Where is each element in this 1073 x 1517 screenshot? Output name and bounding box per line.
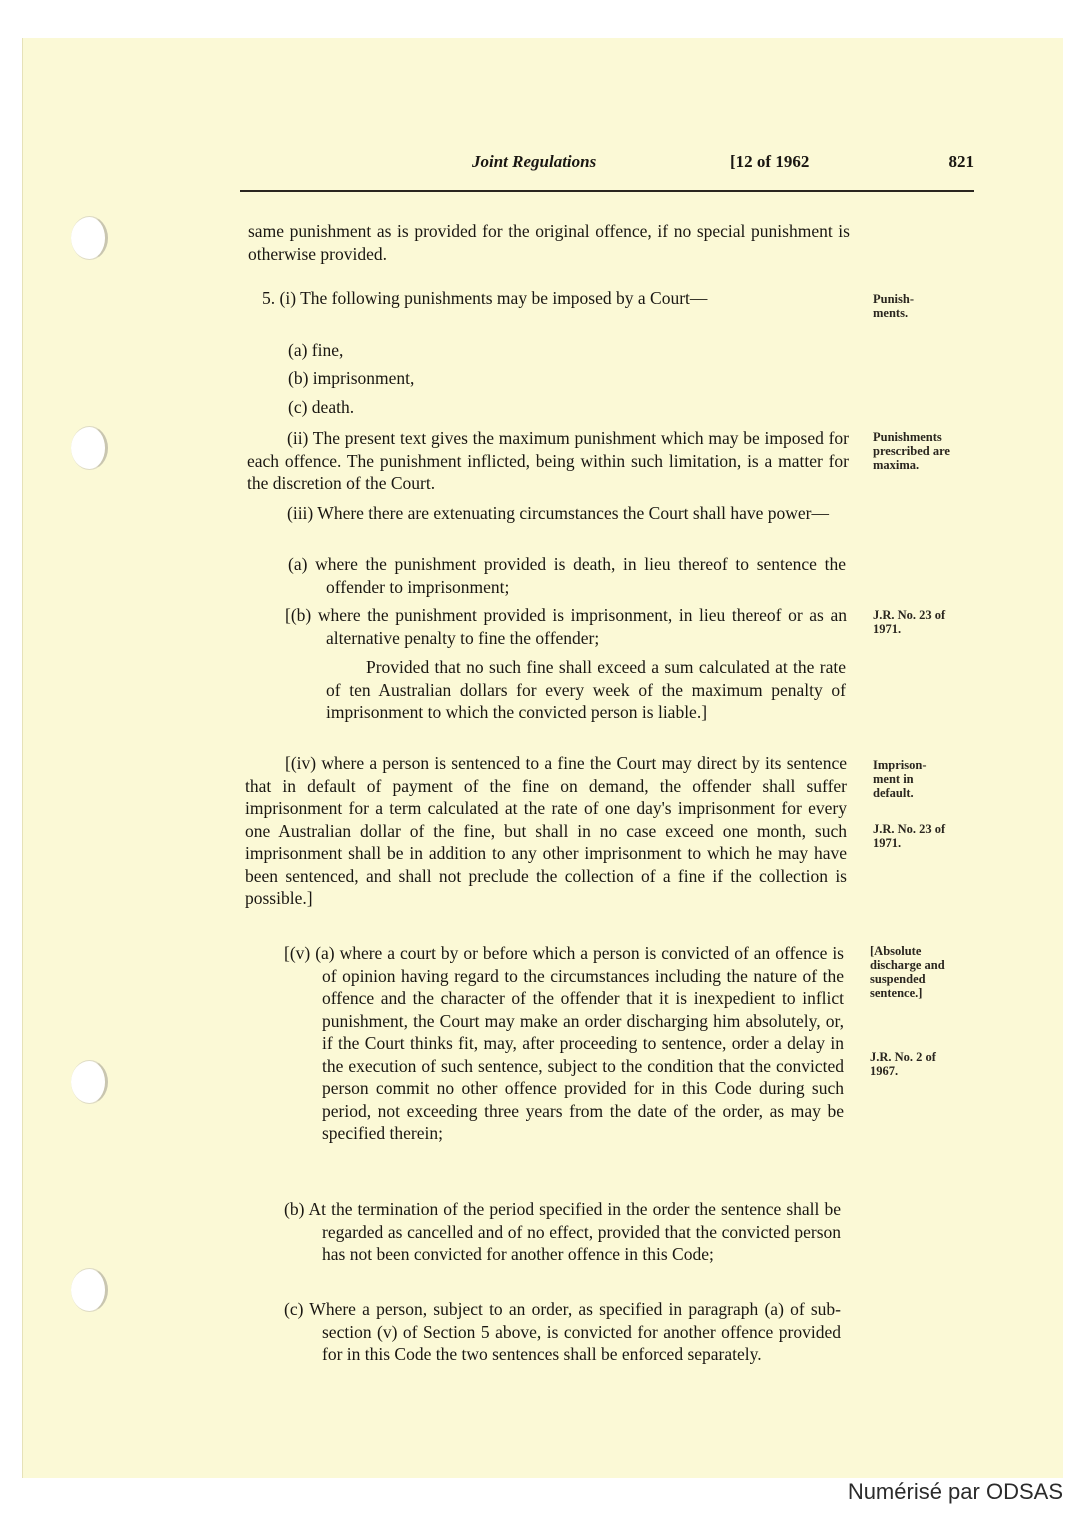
- running-header: [240, 152, 974, 178]
- header-rule: [240, 190, 974, 192]
- punch-hole: [71, 1060, 108, 1104]
- marginal-note-absolute-discharge: [Absolute discharge and suspended sentence.]: [870, 944, 945, 1000]
- paragraph-5-iv: [(iv) where a person is sentenced to a fine the Court may direct by its sentence that in default of payment of the fine on demand, the offender shall suffer imprisonment for a term calculated at the rate of one day's imprisonment for every one Australian dollar of the fine, but shall in no case exceed one month, such imprisonment shall be in addition to any other imprisonment to which he may have been sentenced, and shall not preclude the collection of a fine if the collection is possible.]: [245, 753, 847, 908]
- paragraph-5-i: 5. (i) The following punishments may be imposed by a Court—: [262, 288, 708, 308]
- paragraph-proviso: Provided that no such fine shall exceed a sum calculated at the rate of ten Australian dollars for every week of the maximum penalty of imprisonment to which the convicted person is liable.]: [326, 657, 846, 722]
- digitization-credit: Numérisé par ODSAS: [847, 1479, 1063, 1504]
- marginal-note-jr23-1971-first: J.R. No. 23 of 1971.: [873, 608, 946, 636]
- marginal-note-jr23-1971-second: J.R. No. 23 of 1971.: [873, 822, 946, 850]
- list-item-fine: (a) fine,: [288, 340, 344, 360]
- paragraph-5-v-b: (b) At the termination of the period specified in the order the sentence shall be regarded as cancelled and of no effect, provided that the convicted person has not been convicted for another offence in this Code;: [284, 1199, 841, 1264]
- marginal-note-default: Imprison-ment in default.: [873, 758, 927, 800]
- marginal-note-punishments: Punish-ments.: [873, 292, 914, 320]
- punch-hole: [71, 1268, 108, 1312]
- list-item-death: (c) death.: [288, 397, 355, 417]
- punch-hole: [71, 216, 108, 260]
- list-item-imprisonment: (b) imprisonment,: [288, 368, 415, 388]
- marginal-note-maxima: Punishments prescribed are maxima.: [873, 430, 950, 472]
- paragraph-5-iii-a: (a) where the punishment provided is death, in lieu thereof to sentence the offender to imprisonment;: [288, 554, 846, 597]
- paragraph-5-v-a: [(v) (a) where a court by or before which a person is convicted of an offence is of opinion having regard to the circumstances including the nature of the offence and the character of the offender that it is inexpedient to inflict punishment, the Court may make an order discharging him absolutely, or, if the Court thinks fit, may, after proceeding to sentence, order a delay in the execution of such sentence, subject to the condition that the convicted person commit no other offence provided for in this Code during such period, not exceeding three years from the date of the order, as may be specified therein;: [284, 943, 844, 1143]
- paragraph-5-iii-b: [(b) where the punishment provided is imprisonment, in lieu thereof or as an alternative penalty to fine the offender;: [285, 605, 847, 648]
- punch-hole: [71, 426, 108, 470]
- header-act-number: [12 of 1962: [730, 152, 810, 171]
- paragraph-5-iii: (iii) Where there are extenuating circumstances the Court shall have power—: [287, 503, 829, 523]
- marginal-note-jr2-1967: J.R. No. 2 of 1967.: [870, 1050, 936, 1078]
- header-title: Joint Regulations: [472, 152, 597, 171]
- paragraph-5-v-c: (c) Where a person, subject to an order, as specified in paragraph (a) of sub-section (v) of Section 5 above, is convicted for another offence provided for in this Code the two sentences shall be enforced separately.: [284, 1299, 841, 1364]
- paragraph-carryover: same punishment as is provided for the original offence, if no special punishment is otherwise provided.: [248, 221, 850, 264]
- page-number: 821: [948, 152, 974, 171]
- paragraph-5-ii: (ii) The present text gives the maximum punishment which may be imposed for each offence. The punishment inflicted, being within such limitation, is a matter for the discretion of the Court.: [247, 428, 849, 493]
